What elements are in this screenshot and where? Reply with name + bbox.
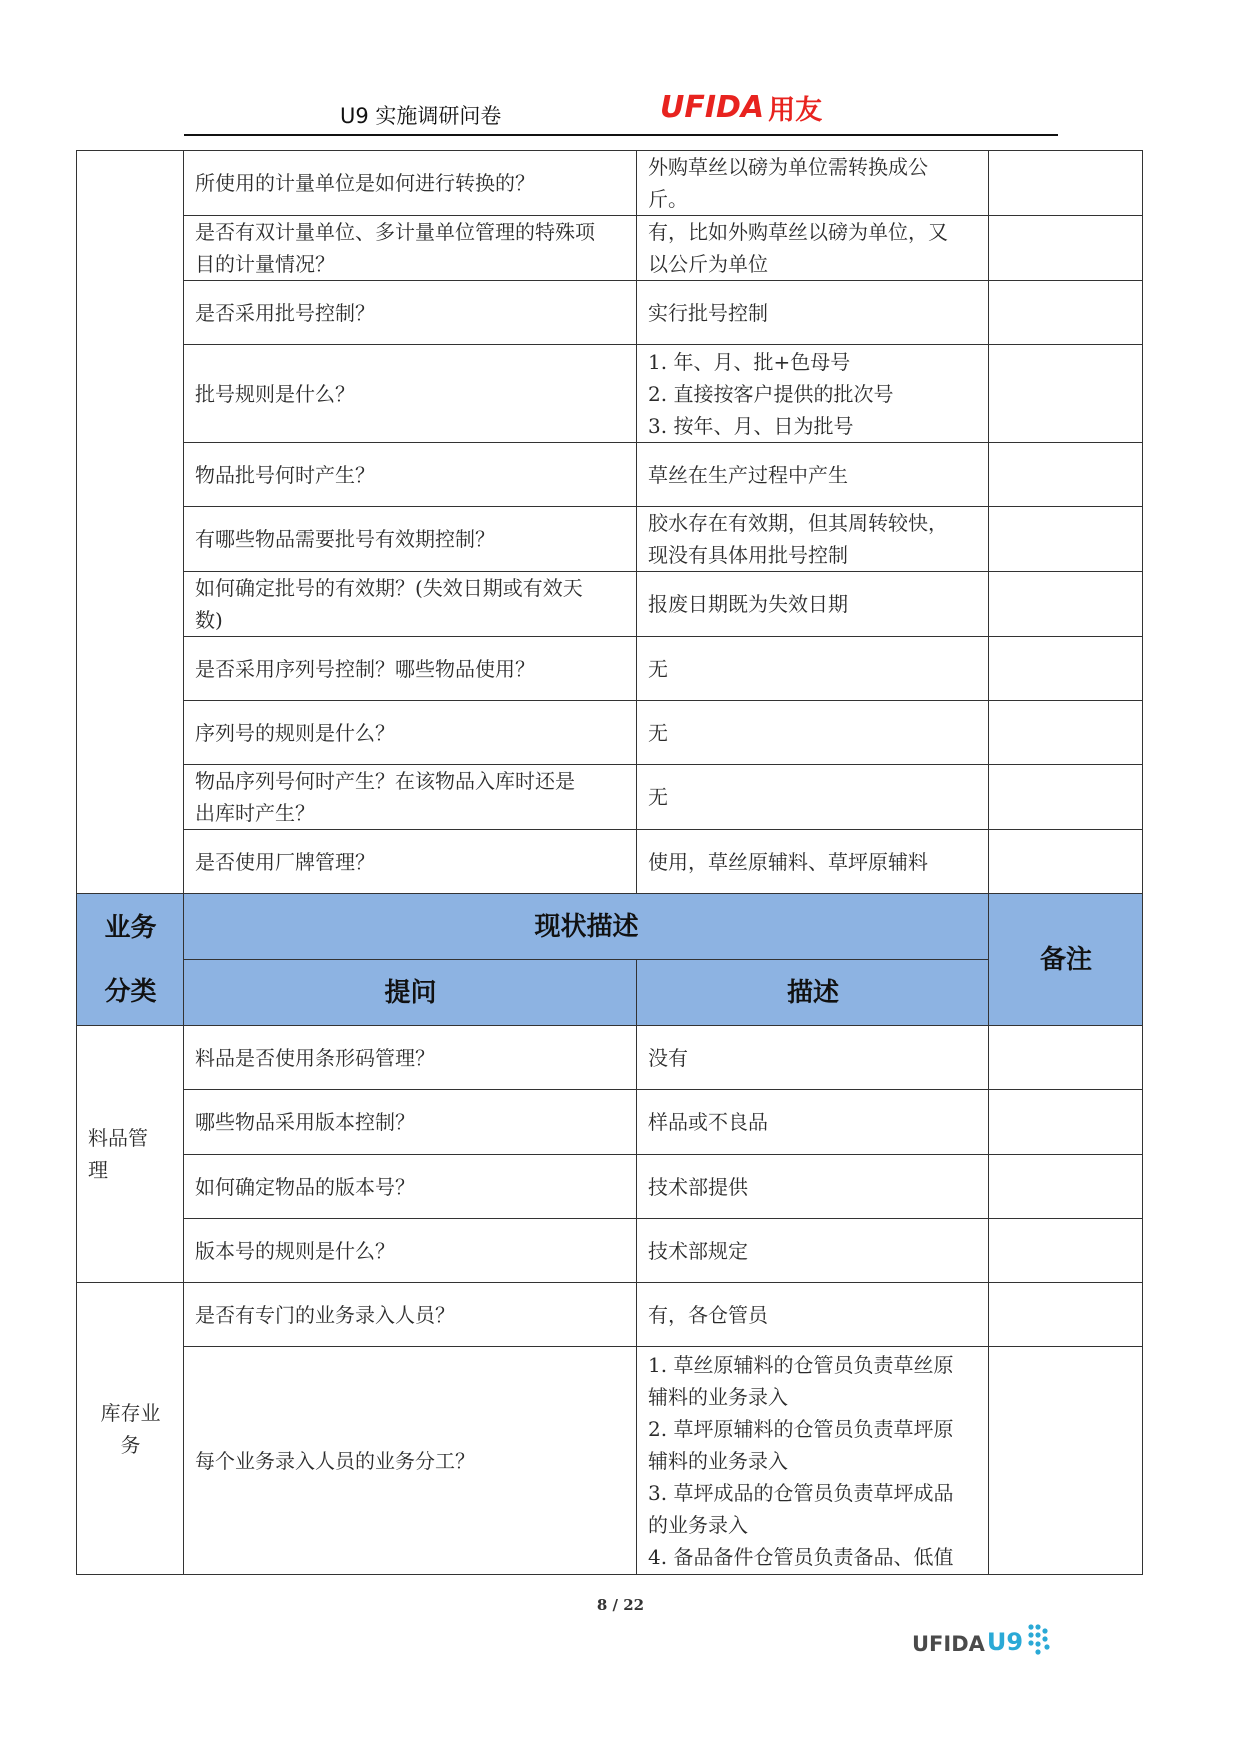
- table-row: [77, 1026, 1143, 1090]
- table-row: [77, 637, 1143, 701]
- description-cell: [637, 507, 989, 572]
- remark-cell: [989, 830, 1143, 894]
- text-line: 胶水存在有效期，但其周转较快，: [648, 511, 948, 535]
- text-line: 数): [195, 608, 223, 632]
- question-cell: [184, 1090, 637, 1155]
- question-cell: [184, 572, 637, 637]
- table-row: [77, 1090, 1143, 1155]
- question-cell: [184, 1283, 637, 1347]
- question-cell: [184, 345, 637, 443]
- remark-cell: [989, 281, 1143, 345]
- text-line: 2. 直接按客户提供的批次号: [648, 381, 894, 406]
- text-line: 目的计量情况？: [195, 252, 335, 276]
- description-cell: [637, 1347, 989, 1575]
- text-line: 无: [648, 656, 668, 681]
- description-cell: [637, 701, 989, 765]
- question-cell: [184, 701, 637, 765]
- description-cell: [637, 216, 989, 281]
- text-line: 是否采用批号控制？: [195, 300, 375, 325]
- table-row: [77, 830, 1143, 894]
- text-line: 技术部规定: [648, 1238, 748, 1263]
- question-cell: [184, 765, 637, 830]
- ufida-u9-logo: [912, 1622, 1053, 1656]
- text-line: 有，比如外购草丝以磅为单位，又: [648, 220, 948, 244]
- text-line: 有哪些物品需要批号有效期控制？: [195, 527, 495, 551]
- text-line: 是否采用序列号控制？哪些物品使用？: [195, 656, 535, 681]
- text-line: 每个业务录入人员的业务分工？: [195, 1448, 475, 1473]
- text-line: 外购草丝以磅为单位需转换成公: [648, 155, 928, 179]
- text-line: 现没有具体用批号控制: [648, 543, 848, 567]
- description-cell: [637, 443, 989, 507]
- text-line: 报废日期既为失效日期: [648, 592, 848, 616]
- header-description: 描述: [637, 960, 989, 1026]
- question-cell: [184, 443, 637, 507]
- header-category-line: 分类: [104, 976, 157, 1007]
- remark-cell: [989, 765, 1143, 830]
- footer-logo-text: UFIDA: [912, 1632, 985, 1656]
- remark-cell: [989, 1219, 1143, 1283]
- table-row: [77, 151, 1143, 216]
- description-cell: [637, 1219, 989, 1283]
- text-line: 出库时产生？: [195, 801, 315, 825]
- text-line: 样品或不良品: [648, 1110, 768, 1134]
- description-cell: [637, 830, 989, 894]
- text-line: 如何确定批号的有效期？(失效日期或有效天: [195, 576, 583, 600]
- text-line: 没有: [648, 1045, 688, 1070]
- table-row: [77, 1347, 1143, 1575]
- table-row: [77, 572, 1143, 637]
- text-line: 辅料的业务录入: [648, 1384, 788, 1409]
- description-cell: [637, 1090, 989, 1155]
- table-row: [77, 701, 1143, 765]
- description-cell: [637, 1283, 989, 1347]
- text-line: 无: [648, 720, 668, 745]
- remark-cell: [989, 1090, 1143, 1155]
- table-row: [77, 345, 1143, 443]
- description-cell: [637, 637, 989, 701]
- table-row: [77, 507, 1143, 572]
- logo-text: UFIDA: [660, 90, 765, 125]
- logo-cn-text: 用友: [768, 95, 823, 126]
- question-cell: [184, 281, 637, 345]
- text-line: 斤。: [648, 187, 688, 211]
- description-cell: [637, 281, 989, 345]
- remark-cell: [989, 637, 1143, 701]
- header-remark: 备注: [989, 894, 1143, 1026]
- header-category: [77, 894, 184, 1026]
- remark-cell: [989, 507, 1143, 572]
- description-cell: [637, 1026, 989, 1090]
- text-line: 序列号的规则是什么？: [195, 720, 395, 745]
- description-cell: [637, 1155, 989, 1219]
- remark-cell: [989, 345, 1143, 443]
- ufida-logo: [660, 88, 822, 127]
- text-line: 使用，草丝原辅料、草坪原辅料: [648, 849, 928, 874]
- table-row: [77, 765, 1143, 830]
- text-line: 是否有专门的业务录入人员？: [195, 1302, 455, 1327]
- text-line: 库存业: [100, 1400, 161, 1425]
- text-line: 是否使用厂牌管理？: [195, 849, 375, 874]
- table-row: [77, 1155, 1143, 1219]
- header-category-line: 业务: [104, 912, 157, 943]
- text-line: 草丝在生产过程中产生: [648, 462, 848, 487]
- text-line: 无: [648, 785, 668, 809]
- text-line: 有，各仓管员: [648, 1302, 768, 1327]
- survey-table: [76, 150, 1143, 1575]
- table-row: [77, 216, 1143, 281]
- page-number: 8 / 22: [596, 1596, 645, 1614]
- remark-cell: [989, 443, 1143, 507]
- remark-cell: [989, 151, 1143, 216]
- question-cell: [184, 637, 637, 701]
- table-row: [77, 1219, 1143, 1283]
- remark-cell: [989, 1283, 1143, 1347]
- text-line: 料品是否使用条形码管理？: [195, 1045, 435, 1070]
- remark-cell: [989, 216, 1143, 281]
- text-line: 辅料的业务录入: [648, 1448, 788, 1473]
- text-line: 以公斤为单位: [648, 252, 768, 276]
- remark-cell: [989, 701, 1143, 765]
- category-cell: [77, 1026, 184, 1283]
- text-line: 物品序列号何时产生？在该物品入库时还是: [195, 769, 575, 793]
- text-line: 批号规则是什么？: [195, 381, 355, 406]
- text-line: 哪些物品采用版本控制？: [195, 1110, 415, 1134]
- text-line: 3. 草坪成品的仓管员负责草坪成品: [648, 1480, 954, 1505]
- text-line: 3. 按年、月、日为批号: [648, 413, 854, 438]
- header-status: 现状描述: [184, 894, 989, 960]
- description-cell: [637, 572, 989, 637]
- remark-cell: [989, 1155, 1143, 1219]
- header-divider: [184, 134, 1058, 136]
- text-line: 1. 草丝原辅料的仓管员负责草丝原: [648, 1352, 954, 1377]
- text-line: 4. 备品备件仓管员负责备品、低值: [648, 1544, 954, 1569]
- dots-icon: [1025, 1622, 1053, 1656]
- question-cell: [184, 151, 637, 216]
- footer-logo-u9: U9: [986, 1628, 1024, 1656]
- question-cell: [184, 216, 637, 281]
- header-row: [77, 894, 1143, 960]
- category-cell: [77, 1283, 184, 1575]
- question-cell: [184, 1347, 637, 1575]
- document-title: U9 实施调研问卷: [340, 104, 502, 128]
- text-line: 理: [88, 1158, 108, 1182]
- category-cell: [77, 151, 184, 894]
- header-row: [77, 960, 1143, 1026]
- text-line: 所使用的计量单位是如何进行转换的？: [195, 171, 535, 195]
- table-row: [77, 1283, 1143, 1347]
- question-cell: [184, 507, 637, 572]
- question-cell: [184, 1026, 637, 1090]
- question-cell: [184, 830, 637, 894]
- text-line: 如何确定物品的版本号？: [195, 1174, 415, 1199]
- table-row: [77, 443, 1143, 507]
- remark-cell: [989, 1026, 1143, 1090]
- text-line: 2. 草坪原辅料的仓管员负责草坪原: [648, 1416, 954, 1441]
- description-cell: [637, 345, 989, 443]
- text-line: 技术部提供: [648, 1174, 748, 1199]
- description-cell: [637, 151, 989, 216]
- text-line: 务: [120, 1432, 141, 1457]
- remark-cell: [989, 1347, 1143, 1575]
- text-line: 的业务录入: [648, 1512, 748, 1537]
- text-line: 实行批号控制: [648, 300, 768, 325]
- text-line: 物品批号何时产生？: [195, 462, 375, 487]
- text-line: 料品管: [88, 1126, 148, 1150]
- table-row: [77, 281, 1143, 345]
- description-cell: [637, 765, 989, 830]
- text-line: 1. 年、月、批+色母号: [648, 349, 851, 374]
- question-cell: [184, 1155, 637, 1219]
- question-cell: [184, 1219, 637, 1283]
- text-line: 版本号的规则是什么？: [195, 1238, 395, 1263]
- remark-cell: [989, 572, 1143, 637]
- text-line: 是否有双计量单位、多计量单位管理的特殊项: [195, 220, 595, 244]
- header-question: 提问: [184, 960, 637, 1026]
